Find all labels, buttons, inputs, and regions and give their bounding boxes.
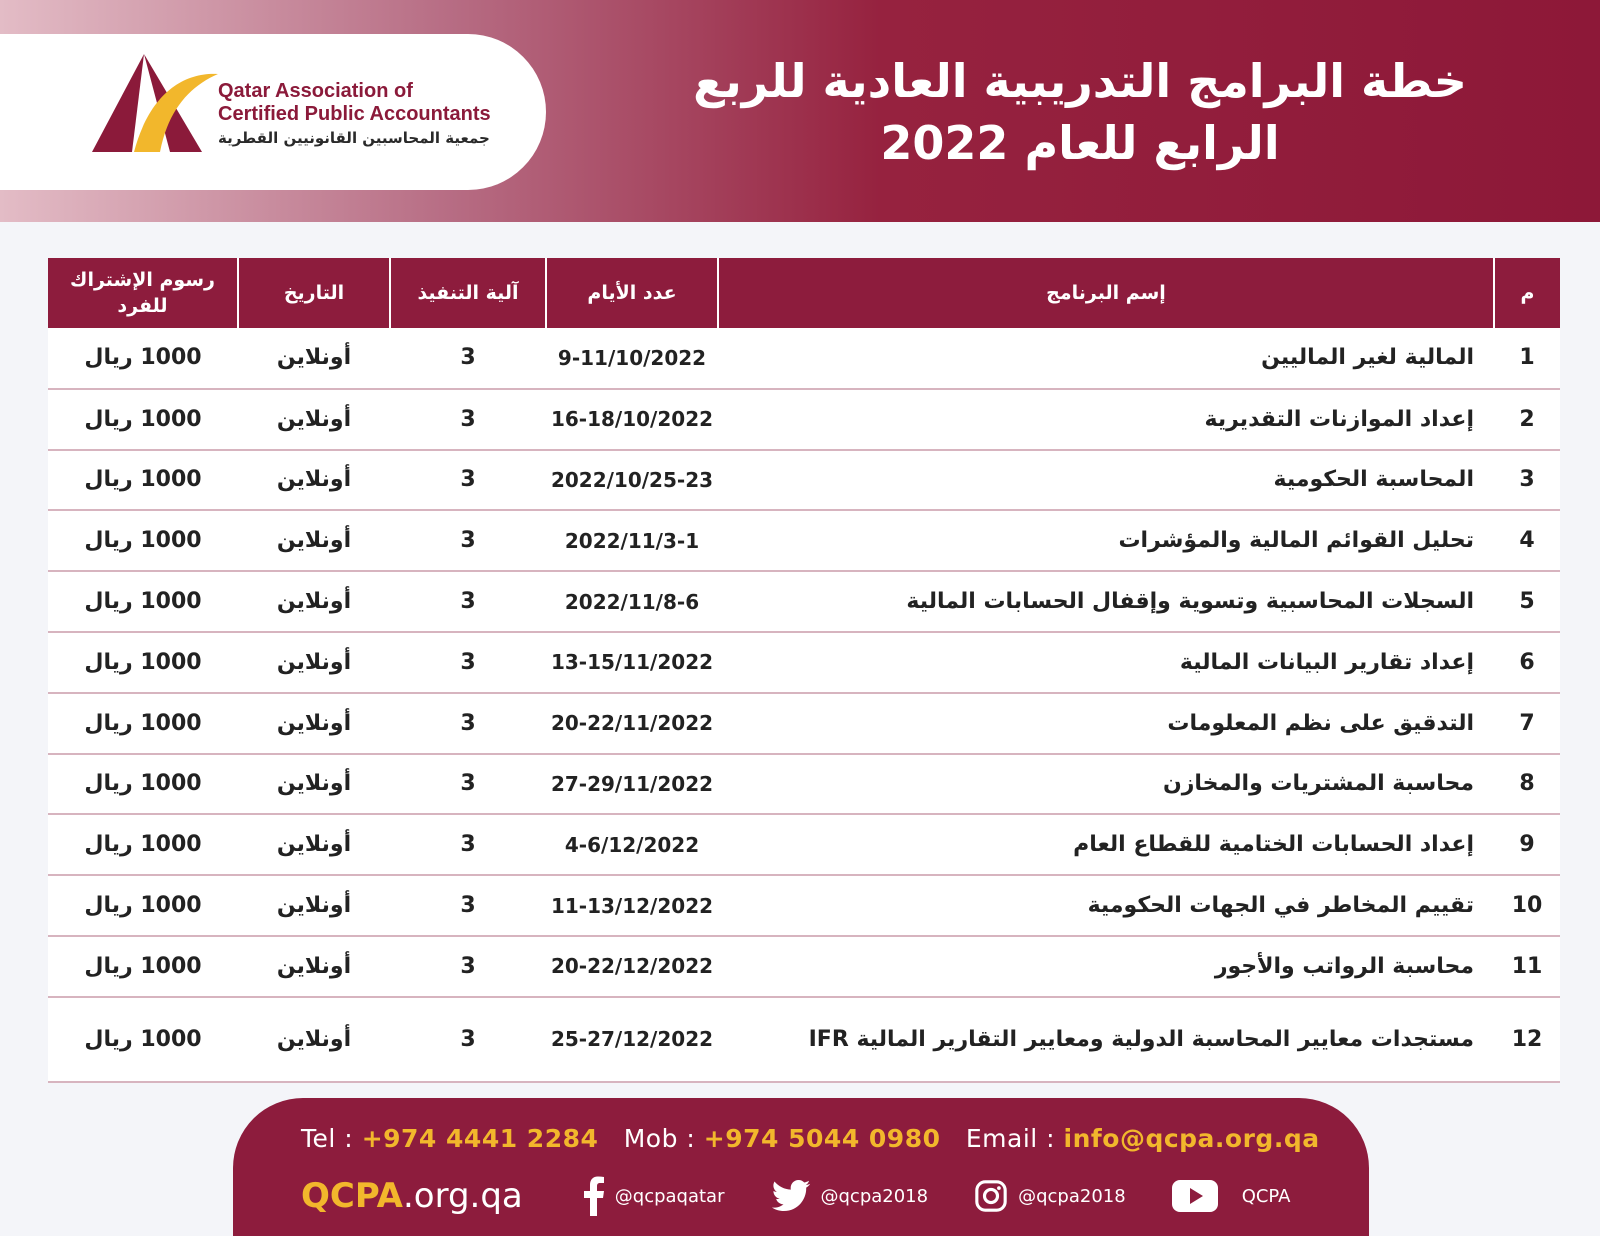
schedule-table bbox=[48, 258, 1560, 1083]
cell-days: 3 bbox=[390, 450, 546, 511]
table-row bbox=[48, 450, 1560, 511]
cell-fee: 1000 ريال bbox=[48, 693, 238, 754]
website-link[interactable] bbox=[301, 1176, 523, 1216]
cell-mode: أونلاين bbox=[238, 814, 390, 875]
cell-fee: 1000 ريال bbox=[48, 632, 238, 693]
cell-days: 3 bbox=[390, 936, 546, 997]
table-row bbox=[48, 693, 1560, 754]
instagram-icon bbox=[974, 1179, 1008, 1213]
cell-mode: أونلاين bbox=[238, 510, 390, 571]
cell-days: 3 bbox=[390, 814, 546, 875]
cell-fee: 1000 ريال bbox=[48, 875, 238, 936]
cell-program-name: المحاسبة الحكومية bbox=[718, 450, 1494, 511]
cell-dates: 2022/10/25-23 bbox=[546, 450, 718, 511]
col-header-mode: آلية التنفيذ bbox=[390, 258, 546, 328]
cell-days: 3 bbox=[390, 389, 546, 450]
cell-mode: أونلاين bbox=[238, 693, 390, 754]
cell-program-name: المالية لغير الماليين bbox=[718, 328, 1494, 389]
cell-program-name: إعداد الموازنات التقديرية bbox=[718, 389, 1494, 450]
cell-days: 3 bbox=[390, 328, 546, 389]
cell-dates: 13-15/11/2022 bbox=[546, 632, 718, 693]
cell-num: 10 bbox=[1494, 875, 1560, 936]
logo-text bbox=[218, 80, 491, 147]
col-header-name: إسم البرنامج bbox=[718, 258, 1494, 328]
twitter-icon bbox=[771, 1180, 811, 1212]
cell-num: 9 bbox=[1494, 814, 1560, 875]
cell-num: 2 bbox=[1494, 389, 1560, 450]
cell-days: 3 bbox=[390, 632, 546, 693]
table-row bbox=[48, 328, 1560, 389]
cell-mode: أونلاين bbox=[238, 632, 390, 693]
cell-num: 8 bbox=[1494, 754, 1560, 815]
mob-label: Mob : bbox=[623, 1124, 696, 1153]
cell-fee: 1000 ريال bbox=[48, 510, 238, 571]
cell-num: 4 bbox=[1494, 510, 1560, 571]
cell-mode: أونلاين bbox=[238, 936, 390, 997]
cell-num: 11 bbox=[1494, 936, 1560, 997]
site-rest: .org.qa bbox=[402, 1176, 523, 1216]
table-row bbox=[48, 754, 1560, 815]
cell-dates: 2022/11/8-6 bbox=[546, 571, 718, 632]
logo-name-en-1: Qatar Association of bbox=[218, 80, 413, 102]
cell-mode: أونلاين bbox=[238, 328, 390, 389]
title-line-2: الرابع للعام 2022 bbox=[880, 116, 1280, 170]
cell-program-name: محاسبة المشتريات والمخازن bbox=[718, 754, 1494, 815]
cell-dates: 11-13/12/2022 bbox=[546, 875, 718, 936]
cell-program-name: إعداد تقارير البيانات المالية bbox=[718, 632, 1494, 693]
cell-days: 3 bbox=[390, 510, 546, 571]
twitter-link[interactable] bbox=[771, 1180, 929, 1212]
cell-num: 6 bbox=[1494, 632, 1560, 693]
instagram-handle: @qcpa2018 bbox=[1018, 1185, 1126, 1207]
site-bold: QCPA bbox=[301, 1176, 403, 1216]
cell-fee: 1000 ريال bbox=[48, 389, 238, 450]
cell-mode: أونلاين bbox=[238, 997, 390, 1082]
col-header-fee: رسوم الإشتراك للفرد bbox=[48, 258, 238, 328]
cell-dates: 27-29/11/2022 bbox=[546, 754, 718, 815]
table-row bbox=[48, 571, 1560, 632]
cell-fee: 1000 ريال bbox=[48, 936, 238, 997]
cell-days: 3 bbox=[390, 875, 546, 936]
cell-program-name: مستجدات معايير المحاسبة الدولية ومعايير التقارير المالية IFR bbox=[718, 997, 1494, 1082]
cell-num: 5 bbox=[1494, 571, 1560, 632]
cell-num: 12 bbox=[1494, 997, 1560, 1082]
cell-dates: 20-22/11/2022 bbox=[546, 693, 718, 754]
table-row bbox=[48, 510, 1560, 571]
cell-dates: 20-22/12/2022 bbox=[546, 936, 718, 997]
table-row bbox=[48, 632, 1560, 693]
table-row bbox=[48, 997, 1560, 1082]
cell-mode: أونلاين bbox=[238, 754, 390, 815]
cell-days: 3 bbox=[390, 571, 546, 632]
cell-fee: 1000 ريال bbox=[48, 997, 238, 1082]
col-header-date: التاريخ bbox=[238, 258, 390, 328]
col-header-days: عدد الأيام bbox=[546, 258, 718, 328]
table-row bbox=[48, 389, 1560, 450]
cell-program-name: التدقيق على نظم المعلومات bbox=[718, 693, 1494, 754]
cell-fee: 1000 ريال bbox=[48, 450, 238, 511]
facebook-handle: @qcpaqatar bbox=[614, 1185, 725, 1207]
tel-label: Tel : bbox=[301, 1124, 354, 1153]
cell-program-name: محاسبة الرواتب والأجور bbox=[718, 936, 1494, 997]
facebook-link[interactable] bbox=[583, 1176, 725, 1216]
youtube-handle: QCPA bbox=[1241, 1185, 1291, 1207]
table-row bbox=[48, 814, 1560, 875]
instagram-link[interactable] bbox=[974, 1179, 1126, 1213]
email-label: Email : bbox=[965, 1124, 1056, 1153]
logo-name-en-2: Certified Public Accountants bbox=[218, 103, 491, 125]
cell-days: 3 bbox=[390, 693, 546, 754]
cell-mode: أونلاين bbox=[238, 875, 390, 936]
facebook-icon bbox=[583, 1176, 605, 1216]
cell-dates: 2022/11/3-1 bbox=[546, 510, 718, 571]
cell-fee: 1000 ريال bbox=[48, 571, 238, 632]
cell-fee: 1000 ريال bbox=[48, 814, 238, 875]
cell-dates: 16-18/10/2022 bbox=[546, 389, 718, 450]
cell-num: 7 bbox=[1494, 693, 1560, 754]
qcpa-logo-icon bbox=[90, 52, 220, 156]
social-line bbox=[301, 1174, 1311, 1218]
contact-line bbox=[301, 1124, 1320, 1153]
cell-days: 3 bbox=[390, 997, 546, 1082]
youtube-link[interactable] bbox=[1172, 1180, 1291, 1212]
cell-fee: 1000 ريال bbox=[48, 328, 238, 389]
cell-mode: أونلاين bbox=[238, 571, 390, 632]
page-title bbox=[600, 50, 1560, 174]
header-banner bbox=[0, 0, 1600, 222]
cell-program-name: السجلات المحاسبية وتسوية وإقفال الحسابات المالية bbox=[718, 571, 1494, 632]
col-header-num: م bbox=[1494, 258, 1560, 328]
mob-number-link[interactable]: +974 5044 0980 bbox=[703, 1124, 941, 1153]
table-row bbox=[48, 936, 1560, 997]
cell-num: 3 bbox=[1494, 450, 1560, 511]
cell-program-name: إعداد الحسابات الختامية للقطاع العام bbox=[718, 814, 1494, 875]
cell-dates: 25-27/12/2022 bbox=[546, 997, 718, 1082]
cell-dates: 9-11/10/2022 bbox=[546, 328, 718, 389]
logo-name-ar: جمعية المحاسبين القانونيين القطرية bbox=[218, 129, 490, 147]
table-header-row bbox=[48, 258, 1560, 328]
twitter-handle: @qcpa2018 bbox=[820, 1185, 929, 1207]
contact-footer bbox=[233, 1098, 1369, 1236]
title-line-1: خطة البرامج التدريبية العادية للربع bbox=[693, 54, 1467, 108]
cell-dates: 4-6/12/2022 bbox=[546, 814, 718, 875]
cell-mode: أونلاين bbox=[238, 450, 390, 511]
cell-fee: 1000 ريال bbox=[48, 754, 238, 815]
tel-number-link[interactable]: +974 4441 2284 bbox=[361, 1124, 599, 1153]
email-link[interactable]: info@qcpa.org.qa bbox=[1063, 1124, 1320, 1153]
cell-days: 3 bbox=[390, 754, 546, 815]
cell-program-name: تحليل القوائم المالية والمؤشرات bbox=[718, 510, 1494, 571]
cell-num: 1 bbox=[1494, 328, 1560, 389]
cell-program-name: تقييم المخاطر في الجهات الحكومية bbox=[718, 875, 1494, 936]
cell-mode: أونلاين bbox=[238, 389, 390, 450]
youtube-icon bbox=[1172, 1180, 1218, 1212]
table-row bbox=[48, 875, 1560, 936]
